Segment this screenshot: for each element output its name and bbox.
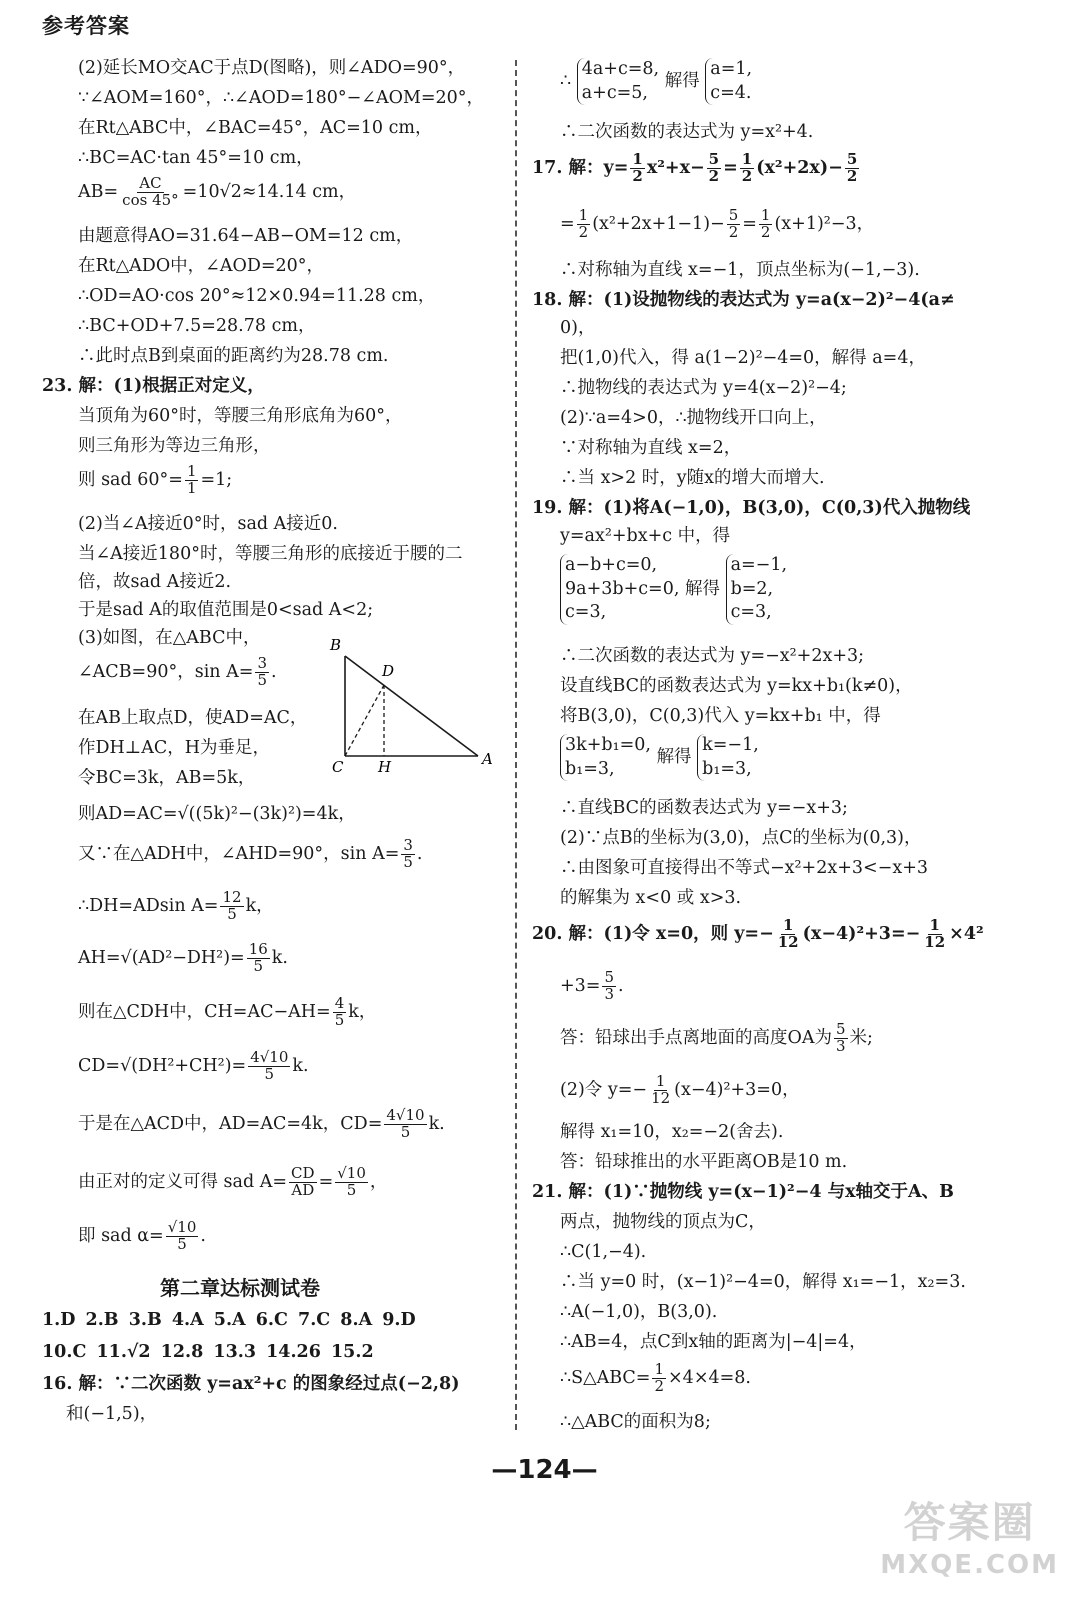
text-line: 在Rt△ABC中，∠BAC=45°，AC=10 cm，: [78, 118, 433, 138]
formula-20c: 答：铅球出手点离地面的高度OA为 $\frac{5}{3}$ 米;: [560, 1020, 873, 1055]
system-bc: 3k+b₁=0, b₁=3, 解得 k=−1, b₁=3,: [560, 734, 759, 781]
label-d: D: [382, 662, 395, 680]
text-line: ∴A(−1,0)，B(3,0).: [560, 1302, 718, 1322]
formula-sad60: 则 sad 60°= $\frac{1}{1}$ =1;: [78, 462, 233, 497]
section-title: 第二章达标测试卷: [160, 1276, 320, 1300]
text-line: (2)∵点B的坐标为(3,0)，点C的坐标为(0,3)，: [560, 828, 922, 848]
label-c: C: [332, 758, 344, 776]
text-line: ∴当 y=0 时，(x−1)²−4=0，解得 x₁=−1，x₂=3.: [560, 1272, 966, 1292]
formula-cd: CD=√(DH²+CH²)= $\frac{4√10}{5}$ k.: [78, 1048, 309, 1083]
text-line: 当顶角为60°时，等腰三角形底角为60°，: [78, 406, 403, 426]
text-line: (2)∵a=4>0，∴抛物线开口向上，: [560, 408, 827, 428]
text-line: y=ax²+bx+c 中，得: [560, 526, 731, 546]
formula-ah: AH=√(AD²−DH²)= $\frac{16}{5}$ k.: [78, 940, 288, 975]
text-line: ∴△ABC的面积为8;: [560, 1412, 711, 1432]
question-17: 17. 解：y= $\frac{1}{2}$ x²+x− $\frac{5}{2}$ = $\frac{1}{2}$ (x²+2x)− $\frac{5}{2}$: [532, 150, 858, 185]
text-line: ∵对称轴为直线 x=2，: [560, 438, 742, 458]
text-line: 则三角形为等边三角形，: [78, 436, 271, 456]
text-line: 由题意得AO=31.64−AB−OM=12 cm，: [78, 226, 414, 246]
text-line: ∴BC=AC·tan 45°=10 cm，: [78, 148, 314, 168]
text-line: 解得 x₁=10，x₂=−2(舍去).: [560, 1122, 784, 1142]
text-line: 设直线BC的函数表达式为 y=kx+b₁(k≠0)，: [560, 676, 913, 696]
formula-sadA: 由正对的定义可得 sad A= $\frac{CD}{AD}$ = $\frac{√10}{5}$ ，: [78, 1164, 388, 1199]
answers-row-2: 10.C 11.√2 12.8 13.3 14.26 15.2: [42, 1342, 374, 1362]
text-line: 和(−1,5)，: [66, 1404, 158, 1424]
text-line: ∵∠AOM=160°，∴∠AOD=180°−∠AOM=20°，: [78, 88, 485, 108]
text-line: 把(1,0)代入，得 a(1−2)²−4=0，解得 a=4，: [560, 348, 926, 368]
system-16: ∴ 4a+c=8, a+c=5, 解得 a=1, c=4.: [560, 58, 752, 105]
formula-ab: AB= $\frac{AC}{\cos 45^\circ}$ =10√2≈14.14 cm，: [78, 174, 357, 209]
system-19: a−b+c=0, 9a+3b+c=0, c=3, 解得 a=−1, b=2, c=3,: [560, 554, 787, 625]
text-line: 在AB上取点D，使AD=AC，: [78, 708, 308, 728]
column-divider: [515, 60, 517, 1430]
watermark-logo: 答案圈 MXQE.COM: [880, 1498, 1059, 1580]
formula-dh: ∴DH=ADsin A= $\frac{12}{5}$ k，: [78, 888, 274, 923]
label-h: H: [378, 758, 392, 776]
text-line: ∴OD=AO·cos 20°≈12×0.94=11.28 cm，: [78, 286, 436, 306]
formula-ch: 则在△CDH中，CH=AC−AH= $\frac{4}{5}$ k，: [78, 994, 377, 1029]
text-line: 倍，故sad A接近2.: [78, 572, 232, 592]
text-line: ∴当 x>2 时，y随x的增大而增大.: [560, 468, 825, 488]
text-line: 两点，抛物线的顶点为C，: [560, 1212, 766, 1232]
text-line: 将B(3,0)，C(0,3)代入 y=kx+b₁ 中，得: [560, 706, 881, 726]
question-23: 23. 解：(1)根据正对定义，: [42, 376, 265, 396]
formula-21s: ∴S△ABC= $\frac{1}{2}$ ×4×4=8.: [560, 1360, 751, 1395]
text-line: 当∠A接近180°时，等腰三角形的底接近于腰的二: [78, 544, 463, 564]
triangle-figure: [300, 576, 500, 776]
text-line: ∴此时点B到桌面的距离约为28.78 cm.: [78, 346, 389, 366]
text-line: ∴BC+OD+7.5=28.78 cm，: [78, 316, 316, 336]
text-line: 0)，: [560, 318, 596, 338]
text-line: ∴抛物线的表达式为 y=4(x−2)²−4;: [560, 378, 847, 398]
question-16: 16. 解：∵二次函数 y=ax²+c 的图象经过点(−2,8): [42, 1374, 460, 1394]
text-line: ∴直线BC的函数表达式为 y=−x+3;: [560, 798, 848, 818]
text-line: 在Rt△ADO中，∠AOD=20°，: [78, 256, 325, 276]
answers-row-1: 1.D 2.B 3.B 4.A 5.A 6.C 7.C 8.A 9.D: [42, 1310, 416, 1330]
formula-sada: 即 sad α= $\frac{√10}{5}$ .: [78, 1218, 206, 1253]
formula-acd: 于是在△ACD中，AD=AC=4k，CD= $\frac{4√10}{5}$ k.: [78, 1106, 445, 1141]
text-line: ∴二次函数的表达式为 y=x²+4.: [560, 122, 814, 142]
formula-ad: 则AD=AC=√((5k)²−(3k)²)=4k，: [78, 804, 356, 824]
text-line: 作DH⊥AC，H为垂足，: [78, 738, 271, 758]
text-line: ∴二次函数的表达式为 y=−x²+2x+3;: [560, 646, 865, 666]
text-line: (2)延长MO交AC于点D(图略)，则∠ADO=90°，: [78, 58, 466, 78]
question-20: 20. 解：(1)令 x=0，则 y=− $\frac{1}{12}$ (x−4)²+3=− $\frac{1}{12}$ ×4²: [532, 916, 984, 951]
question-18: 18. 解：(1)设抛物线的表达式为 y=a(x−2)²−4(a≠: [532, 290, 955, 310]
text-line: 于是sad A的取值范围是0<sad A<2;: [78, 600, 374, 620]
page-number: —124—: [491, 1455, 598, 1485]
formula-20d: (2)令 y=− $\frac{1}{12}$ (x−4)²+3=0，: [560, 1072, 800, 1107]
formula-sinA: ∠ACB=90°，sin A= $\frac{3}{5}$ .: [78, 654, 277, 689]
formula-17b: = $\frac{1}{2}$ (x²+2x+1−1)− $\frac{5}{2}$ = $\frac{1}{2}$ (x+1)²−3，: [560, 206, 875, 241]
text-line: 答：铅球推出的水平距离OB是10 m.: [560, 1152, 848, 1172]
text-line: 令BC=3k，AB=5k，: [78, 768, 256, 788]
text-line: (3)如图，在△ABC中，: [78, 628, 261, 648]
text-line: ∴对称轴为直线 x=−1，顶点坐标为(−1,−3).: [560, 260, 920, 280]
label-b: B: [330, 636, 342, 654]
text-line: ∴C(1,−4).: [560, 1242, 647, 1262]
text-line: ∴由图象可直接得出不等式−x²+2x+3<−x+3: [560, 858, 929, 878]
text-line: ∴AB=4，点C到x轴的距离为|−4|=4，: [560, 1332, 867, 1352]
text-line: 的解集为 x<0 或 x>3.: [560, 888, 742, 908]
formula-20b: +3= $\frac{5}{3}$ .: [560, 968, 624, 1003]
page-header: 参考答案: [42, 14, 130, 38]
label-a: A: [482, 750, 493, 768]
text-line: (2)当∠A接近0°时，sad A接近0.: [78, 514, 338, 534]
question-19: 19. 解：(1)将A(−1,0)，B(3,0)，C(0,3)代入抛物线: [532, 498, 971, 518]
formula-adh: 又∵在△ADH中，∠AHD=90°，sin A= $\frac{3}{5}$ .: [78, 836, 423, 871]
question-21: 21. 解：(1)∵抛物线 y=(x−1)²−4 与x轴交于A、B: [532, 1182, 954, 1202]
